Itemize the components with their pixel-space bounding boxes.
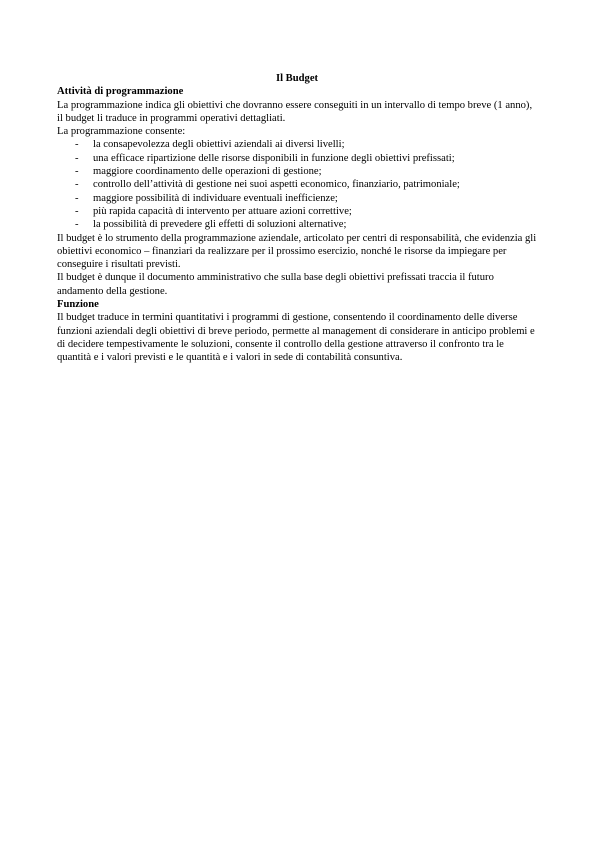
section-heading-programmazione: Attività di programmazione [57,86,184,98]
list-item [57,192,537,205]
paragraph: Il budget traduce in termini quantitativi i programmi di gestione, consentendo il coordinamento delle diverse funzioni aziendali degli obiettivi di breve periodo, permette al management di considerare in anticipo problemi e di decidere tempestivamente le soluzioni, consente il controllo della gestione attraverso il confronto tra le quantità e i valori previsti e le quantità e i valori in sede di contabilità consuntiva. [57,312,535,364]
bullet-marker: - [75,166,79,178]
document-title: Il Budget [275,73,319,84]
list-item-text: più rapida capacità di intervento per attuare azioni correttive; [93,205,352,217]
bullet-marker: - [75,139,79,151]
bullet-marker: - [75,205,79,217]
list-item [57,205,537,218]
paragraph: Il budget è dunque il documento amministrativo che sulla base degli obiettivi prefissati traccia il futuro andamento della gestione. [57,272,494,297]
list-item-text: controllo dell’attività di gestione nei suoi aspetti economico, finanziario, patrimoniale; [93,179,460,191]
list-item [57,138,537,151]
bullet-marker: - [75,152,79,164]
list-item [57,152,537,165]
list-item-text: una efficace ripartizione delle risorse disponibili in funzione degli obiettivi prefissati; [93,152,455,164]
list-item-text: maggiore coordinamento delle operazioni di gestione; [93,166,322,178]
section-heading-funzione: Funzione [57,299,99,311]
paragraph: La programmazione consente: [57,126,186,138]
list-item-text: la consapevolezza degli obiettivi aziendali ai diversi livelli; [93,139,345,151]
bullet-list [57,138,537,231]
bullet-marker: - [75,179,79,191]
bullet-marker: - [75,219,79,231]
list-item [57,178,537,191]
list-item [57,218,537,231]
list-item [57,165,537,178]
document-body [57,72,537,365]
paragraph: Il budget è lo strumento della programmazione aziendale, articolato per centri di responsabilità, che evidenzia gli obiettivi economico – finanziari da realizzare per il prossimo esercizio, nonché le risorse da impiegare per conseguire i risultati previsti. [57,232,537,271]
bullet-marker: - [75,192,79,204]
list-item-text: maggiore possibilità di individuare eventuali inefficienze; [93,192,338,204]
list-item-text: la possibilità di prevedere gli effetti di soluzioni alternative; [93,219,347,231]
paragraph: La programmazione indica gli obiettivi che dovranno essere conseguiti in un intervallo di tempo breve (1 anno), il budget li traduce in programmi operativi dettagliati. [57,99,533,124]
